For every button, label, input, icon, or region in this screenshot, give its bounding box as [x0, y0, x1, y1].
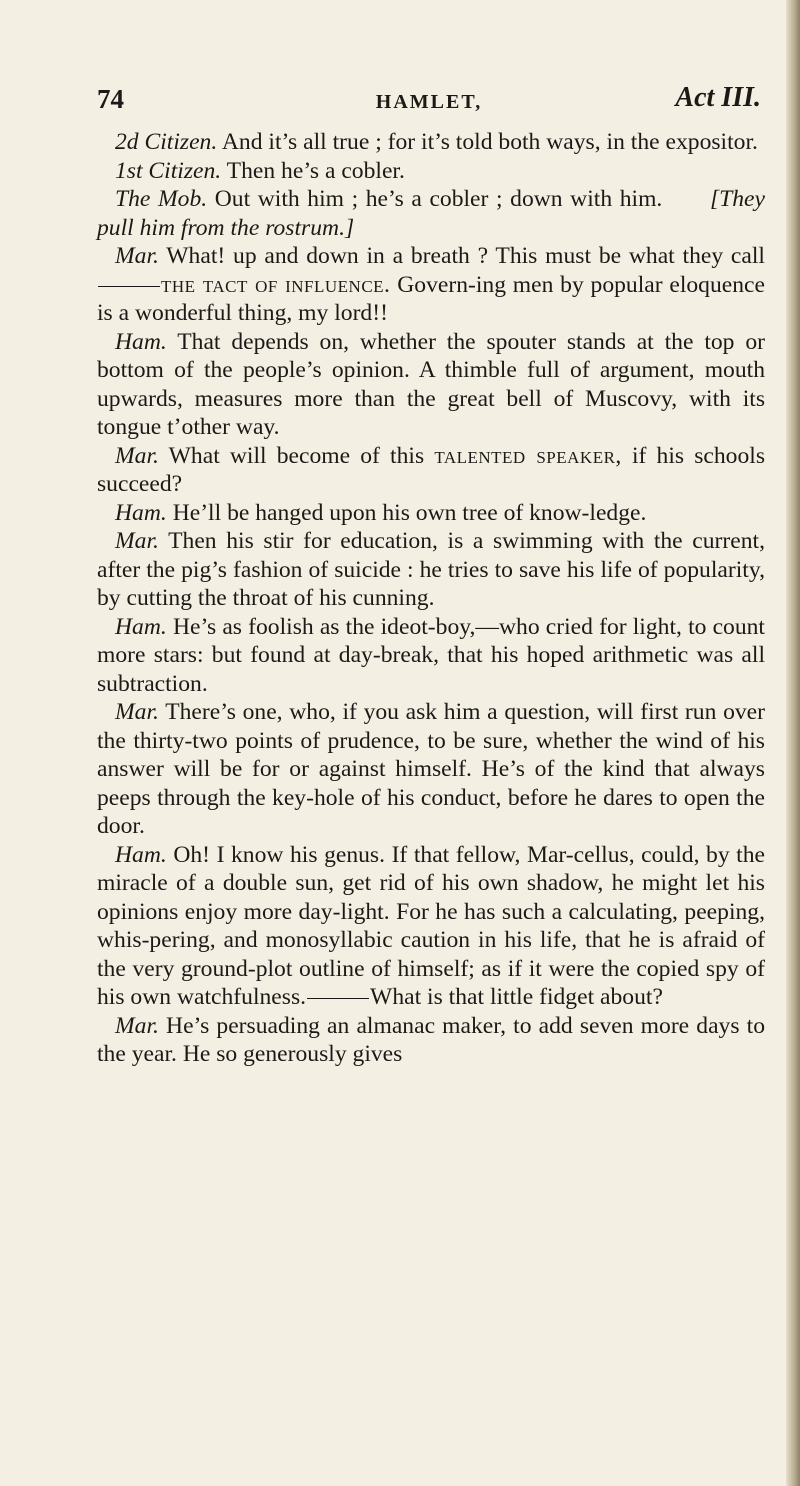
speech-paragraph	[97, 613, 765, 699]
speech-text: What will become of this	[168, 442, 425, 469]
running-title: HAMLET,	[375, 91, 483, 113]
speech-text: Then he’s a cobler.	[226, 157, 405, 184]
page-edge	[786, 0, 800, 1486]
speech-paragraph	[97, 499, 765, 528]
speaker-name: 1st Citizen.	[115, 157, 222, 184]
speech-text: Oh! I know his genus. If that fellow, Mar-cellus, could, by the miracle of a double sun, get rid of his own shadow, he might let his opinions enjoy more day-light. For he has such a calculating, peeping, whis-pering, and monosyllabic caution in his life, that he is afraid of the very ground-plot outline of himself; as if it were the copied spy of his own watchfulness.	[97, 841, 765, 1010]
small-caps-phrase: talented speaker,	[434, 442, 622, 469]
speaker-name: Mar.	[115, 1012, 159, 1039]
em-rule	[307, 998, 369, 999]
small-caps-phrase: the tact of influence.	[161, 271, 391, 298]
speech-text: if his schools succeed?	[97, 442, 766, 497]
act-label: Act III.	[675, 82, 761, 113]
speech-text: And it’s all true ; for it’s told both ways, in the expositor.	[221, 129, 758, 155]
speech-text: Then his stir for education, is a swimming with the current, after the pig’s fashion of suicide : he tries to save his life of popularity, by cutting the throat of his cunning.	[97, 528, 765, 611]
speech-paragraph	[97, 442, 765, 499]
speech-paragraph	[97, 1012, 765, 1069]
speaker-name: 2d Citizen.	[115, 129, 218, 155]
speaker-name: Ham.	[115, 841, 167, 868]
speech-paragraph	[97, 242, 765, 328]
speech-paragraph	[97, 841, 765, 1012]
speech-paragraph	[97, 328, 765, 442]
speech-text: There’s one, who, if you ask him a question, will first run over the thirty-two points of prudence, to be sure, whether the wind of his answer will be for or against himself. He’s of the kind that always peeps through the key-hole of his conduct, before he dares to open the door.	[97, 699, 765, 839]
speech-paragraph	[97, 157, 765, 186]
page-number: 74	[97, 84, 124, 114]
speaker-name: Mar.	[115, 442, 159, 469]
speech-text: Out with him ; he’s a cobler ; down with him.	[214, 186, 663, 212]
speech-text: What! up and down in a breath ? This must be what they call	[166, 243, 765, 269]
speaker-name: Ham.	[115, 328, 167, 355]
speech-paragraph	[97, 698, 765, 841]
speech-paragraph	[97, 128, 765, 157]
speaker-name: Mar.	[115, 699, 159, 725]
speech-text: That depends on, whether the spouter stands at the top or bottom of the people’s opinion. A thimble full of argument, mouth upwards, measures more than the great bell of Muscovy, with its tongue t’other way.	[97, 328, 765, 440]
speech-text: Govern-ing men by popular eloquence is a wonderful thing, my lord!!	[97, 271, 765, 326]
speech-text: What is that little fidget about?	[370, 984, 663, 1010]
speaker-name: Mar.	[115, 243, 159, 269]
speaker-name: Ham.	[115, 613, 167, 640]
speech-text: He’s as foolish as the ideot-boy,—who cried for light, to count more stars: but found at day-break, that his hoped arithmetic was all subtraction.	[97, 613, 765, 697]
speech-text: He’s persuading an almanac maker, to add seven more days to the year. He so generously gives	[97, 1012, 765, 1067]
speaker-name: Ham.	[115, 499, 167, 526]
speech-text: He’ll be hanged upon his own tree of know-ledge.	[172, 499, 647, 526]
speech-paragraph	[97, 527, 765, 613]
speech-paragraph	[97, 185, 765, 242]
em-rule	[98, 286, 160, 287]
speaker-name: The Mob.	[115, 186, 208, 212]
running-header	[97, 84, 761, 124]
speaker-name: Mar.	[115, 528, 159, 554]
page-body	[97, 128, 765, 1069]
stage-direction: [They pull him from the rostrum.]	[97, 186, 765, 241]
